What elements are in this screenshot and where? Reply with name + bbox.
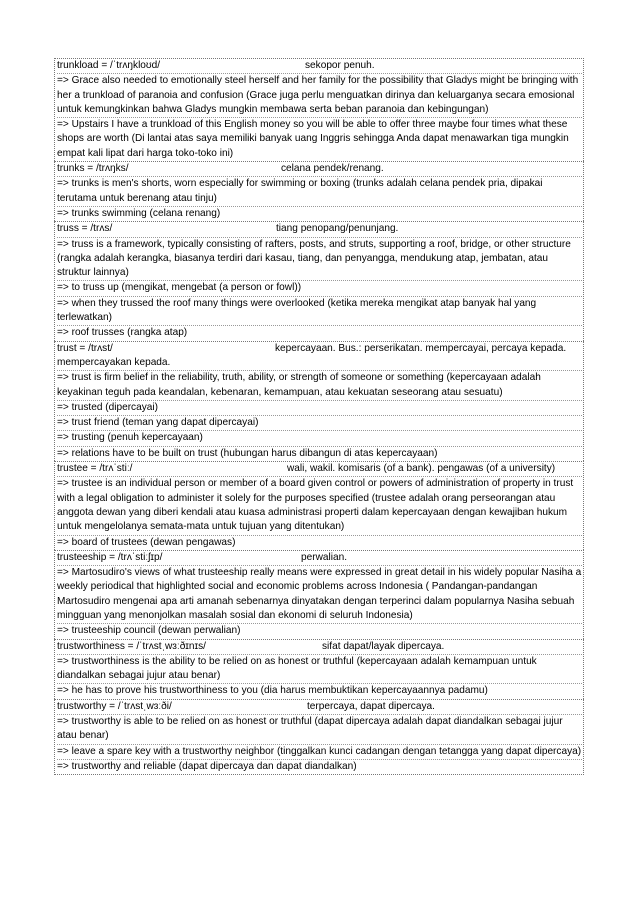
dictionary-entry-trust	[54, 341, 584, 461]
example-line: => trust is firm belief in the reliability, truth, ability, or strength of someone or something (kepercayaan adalah keyakinan teguh pada keandalan, kebenaran, kemampuan, atau kekuatan seseorang atau sesuatu)	[57, 370, 582, 400]
dictionary-entry-trustee	[54, 461, 584, 550]
example-line: => he has to prove his trustworthiness to you (dia harus membuktikan kepercayaannya padamu)	[57, 683, 582, 698]
example-line: => trustworthy is able to be relied on as honest or truthful (dapat dipercaya adalah dapat diandalkan sebagai jujur atau benar)	[57, 714, 582, 744]
entry-meaning: wali, wakil. komisaris (of a bank). pengawas (of a university)	[287, 463, 556, 475]
entry-headword: trust = /trʌst/	[57, 342, 113, 354]
entry-meaning: terpercaya, dapat dipercaya.	[307, 700, 435, 712]
entry-meaning: sifat dapat/layak dipercaya.	[322, 640, 445, 652]
example-line: => trusteeship council (dewan perwalian)	[57, 623, 582, 638]
example-line: => relations have to be built on trust (hubungan harus dibangun di atas kepercayaan)	[57, 446, 582, 461]
entry-headword: trunkload = /ˈtrʌŋkloʊd/	[57, 60, 161, 71]
dictionary-entry-trustworthiness	[54, 639, 584, 699]
entry-headword: trustworthy = /ˈtrʌstˌwɜːði/	[57, 700, 172, 712]
entry-meaning: celana pendek/renang.	[281, 163, 384, 175]
entry-meaning: tiang penopang/penunjang.	[276, 223, 399, 235]
entry-headline	[57, 700, 582, 714]
example-line: => Grace also needed to emotionally steel herself and her family for the possibility that Gladys might be bringing with her a trunkload of paranoia and confusion (Grace juga perlu menguatkan dirinya dan keluarganya secara emosional untuk kemungkinkan bahwa Gladys mungkin membawa serta beban paranoia dan kebingungan)	[57, 73, 582, 117]
entry-meaning: sekopor penuh.	[305, 60, 375, 71]
entry-headword: trustworthiness = /ˈtrʌstˌwɜːðɪnɪs/	[57, 640, 206, 652]
example-line: => leave a spare key with a trustworthy neighbor (tinggalkan kunci cadangan dengan tetangga yang dapat dipercaya)	[57, 744, 582, 759]
dictionary-entry-trustworthy	[54, 699, 584, 775]
example-line: => trusting (penuh kepercayaan)	[57, 430, 582, 445]
entry-headword: truss = /trʌs/	[57, 223, 113, 235]
example-line: => trustworthiness is the ability to be relied on as honest or truthful (kepercayaan adalah kemampuan untuk diandalkan sebagai jujur atau benar)	[57, 654, 582, 684]
example-line: => trunks swimming (celana renang)	[57, 206, 582, 221]
example-line: => trust friend (teman yang dapat dipercayai)	[57, 415, 582, 430]
example-line: => truss is a framework, typically consisting of rafters, posts, and struts, supporting a roof, bridge, or other structure (rangka adalah kerangka, biasanya terdiri dari kasau, tiang, dan penyangga, mendukung atap, jembatan, atau struktur lainnya)	[57, 237, 582, 281]
entry-headline	[57, 59, 582, 73]
entry-headline	[57, 222, 582, 236]
example-line: => roof trusses (rangka atap)	[57, 325, 582, 340]
entry-meaning: perwalian.	[301, 551, 348, 563]
example-line: => trustee is an individual person or member of a board given control or powers of administration of property in trust with a legal obligation to administer it solely for the purposes specified (trustee adalah orang perseorangan atau anggota dewan yang diberi kendali atau kuasa administrasi properti dalam kepercayaan dengan kewajiban hukum untuk mengelolanya semata-mata untuk tujuan yang ditentukan)	[57, 476, 582, 534]
dictionary-entry-truss	[54, 221, 584, 340]
entry-headline	[57, 640, 582, 654]
example-line: => trusted (dipercayai)	[57, 400, 582, 415]
example-line: => Upstairs I have a trunkload of this English money so you will be able to offer three maybe four times what these shops are worth (Di lantai atas saya memiliki banyak uang Inggris sehingga Anda dapat menawarkan tiga mungkin empat kali lipat dari harga toko-toko ini)	[57, 117, 582, 161]
example-line: => board of trustees (dewan pengawas)	[57, 535, 582, 550]
entry-headline	[57, 462, 582, 476]
example-line: => when they trussed the roof many things were overlooked (ketika mereka mengikat atap banyak hal yang terlewatkan)	[57, 296, 582, 326]
example-line: => to truss up (mengikat, mengebat (a person or fowl))	[57, 280, 582, 295]
entry-headline	[57, 551, 582, 565]
dictionary-entry-trunks	[54, 161, 584, 221]
entry-headword: trunks = /trʌŋks/	[57, 163, 129, 175]
entry-headword: trusteeship = /trʌˈstiːʃɪp/	[57, 551, 163, 563]
entry-headword: trustee = /trʌˈstiː/	[57, 463, 133, 475]
entry-meaning: kepercayaan. Bus.: perserikatan. mempercayai, percaya kepada. mempercayakan kepada.	[57, 342, 567, 368]
example-line: => trunks is men's shorts, worn especially for swimming or boxing (trunks adalah celana pendek pria, dipakai terutama untuk berenang atau tinju)	[57, 176, 582, 206]
entry-headline	[57, 342, 582, 371]
example-line: => trustworthy and reliable (dapat dipercaya dan dapat diandalkan)	[57, 759, 582, 774]
dictionary-entry-trusteeship	[54, 550, 584, 639]
entry-headline	[57, 162, 582, 176]
dictionary-entry-trunkload	[54, 58, 584, 161]
document-body	[54, 58, 584, 775]
example-line: => Martosudiro's views of what trusteeship really means were expressed in great detail in his widely popular Nasiha a weekly periodical that highlighted social and economic problems across Indonesia ( Pandangan-pandangan Martosudiro mengenai apa arti amanah sebenarnya dinyatakan dengan terperinci dalam popularnya Nasiha sebuah mingguan yang menonjolkan masalah sosial dan ekonomi di seluruh Indonesia)	[57, 565, 582, 623]
